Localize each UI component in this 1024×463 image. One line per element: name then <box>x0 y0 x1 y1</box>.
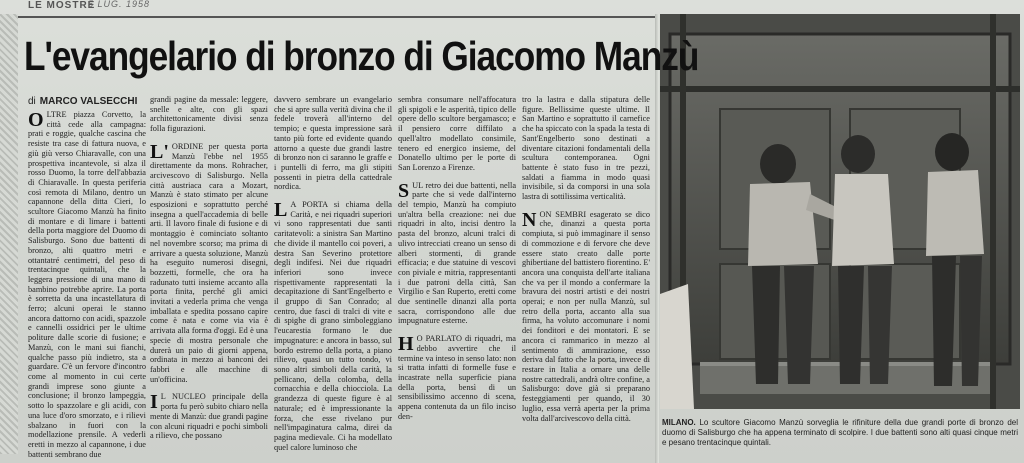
section-header <box>28 0 668 12</box>
col5-intro: tro la lastra e dalla stipatura delle figure. Bellissime queste ultime. Il San Martino e soprattutto il carnefice che ha spiccato con la spada la testa di Sant'Engelberto sono destinati a diventare citazioni fondamentali della scultura contemporanea. Ogni battente è stato fuso in tre pezzi, saldati a fiamma in modo quasi invisibile, sì da comporsi in una sola lastra di sottilissima verticalità. <box>522 95 650 202</box>
col4-parlato: O PARLATO di riquadri, ma debbo avvertire che il termine va inteso in senso lato: non si tratta infatti di formelle fuse e incastrate nella superficie piana della porta, bensì di un sensibilissimo accenno di scena, appena contenuta da un filo inciso den- <box>398 334 516 421</box>
article-column-4 <box>398 95 516 452</box>
margin-hatch <box>0 14 18 454</box>
byline-prefix: di <box>28 96 36 107</box>
col2-nucleo: L NUCLEO principale della porta fu però subito chiaro nella mente di Manzù: due grandi pagine con alcuni riquadri e pochi simboli a rilievo, che possano <box>150 392 268 441</box>
dropcap-la: L <box>274 199 288 222</box>
dropcap-s: S <box>398 179 410 202</box>
photo-workshop <box>660 14 1020 409</box>
col2-intro: grandi pagine da messale: leggere, snelle e alte, con gli spazi architettonicamente divisi senza folla figurazioni. <box>150 95 268 134</box>
col4-body: UL retro dei due battenti, nella parte che si vede dall'interno del tempio, Manzù ha compiuto un'altra bella creazione: nei due riquadri in alto, incisi dentro la pasta del bronzo, alcuni tralci di ulivo intrecciati creano un senso di alberi stormenti, di grande efficacia; e due statuine di vescovi con piviale e mitria, rappresentanti i due patroni della città, San Virgilio e San Ruperto, eretti come due sentinelle dinanzi alla porta sacra, corrispondono alle due impugnature esterne. <box>398 180 516 326</box>
article-column-5 <box>522 95 650 452</box>
caption-place: MILANO. <box>662 418 696 427</box>
col4-intro: sembra consumare nell'affocatura gli spigoli e le asperità, tipico delle opere dello scultore bergamasco; e il pensiero corre diffilato a quell'altro modellato consimile, tenero ed energico insieme, del Donatello ultimo per le porte di San Lorenzo a Firenze. <box>398 95 516 172</box>
col2-body: ORDINE per questa porta Manzù l'ebbe nel 1955 direttamente da mons. Rohracher, arcivescovo di Salisburgo. Nella città austriaca cara a Mozart, Manzù è stato stimato per alcune esposizioni e soprattutto perché insegna a quell'accademia di belle arti. Il lavoro finale di fusione e di montaggio è cominciato soltanto nel novembre scorso; ma prima di arrivare a questa soluzione, Manzù ha eseguito numerosi disegni, bozzetti, formelle, che ora ha radunato tutti insieme accanto alla porta finita, perché gli amici invitati a vederla prima che venga imballata e spedita possano capire come è nata e come via via è arrivata alla forma d'oggi. Ed è una specie di mostra personale che durerà un paio di giorni appena, ordinata in mezzo ai banconi dei fabbri e alle macchine di un'officina. <box>150 141 268 384</box>
col3-body: A PORTA si chiama della Carità, e nei riquadri superiori vi sono rappresentati due santi caritatevoli: a sinistra San Martino che divide il mantello coi poveri, a destra San Severino protettore degli indifesi. Nei due riquadri inferiori sono invece rispettivamente rappresentati la decapitazione di Sant'Engelberto e il gruppo di San Conrado; al centro, due fasci di tralci di vite e di spighe di grano simboleggiano l'eucarestia formano le due impugnature: e ancora in basso, sul bordo estremo della porta, a piano rilievo, quasi un tutto tondo, vi sono altri simboli della carità, la pellicano, della colomba, della cornacchia e della chiocciola. La grandezza di queste figure è al naturale; ed è impressionante la forza, che esse rivelano pur nell'impaginatura calma, direi da pagina medievale. Ci ha modellato quel calore luminoso che <box>274 200 392 452</box>
photo-illustration <box>660 14 1020 409</box>
dropcap-i: I <box>150 391 158 414</box>
col1-text: LTRE piazza Corvetto, la città cede alla campagna: prati e roggie, qualche cascina che resiste tra case di fattura nuova, e giù giù verso Chiaravalle, con una prospettiva incantevole, si alza il rosso Duomo, la torre dell'abbazia di Chiaravalle. In questa periferia così remota di Milano, dentro un capannone della ditta Cieri, lo scultore Giacomo Manzù ha finito di montare e di limare i battenti della porta maggiore del Duomo di Salisburgo. Sono due battenti di bronzo, alti quattro metri e ottantatré centimetri, del peso di trentacinque quintali, che la leggera pressione di una mano di bambino potrebbe aprire. La porta è sorretta da una incastellatura di ferro; alcuni operai le stanno ancora dattorno con acidi, spazzole e cannelli ossidrici per le ultime politure dalle scorie di fusione; e Manzù, con le mani sui fianchi, qualche passo più indietro, sta a guardare. C'è un fervore d'incontro come al momento in cui certe grandi imprese sono giunte a conclusione; il bronzo lampeggia, sotto lo spazzolare e gli acidi, con una luce d'oro smorzato, e i rilievi sbalzano in fuori con la modellazione prensile. A vederli eretti in mezzo al capannone, i due battenti sembrano due <box>28 110 146 459</box>
top-rule <box>18 16 658 18</box>
dropcap-o: O <box>28 109 44 131</box>
photo-caption <box>662 418 1018 462</box>
article-column-1 <box>28 109 146 459</box>
dropcap-h: H <box>398 333 414 356</box>
article-column-2 <box>150 95 268 452</box>
author-name: MARCO VALSECCHI <box>39 96 138 107</box>
article-title: L'evangelario di bronzo di Giacomo Manzù <box>24 33 699 79</box>
caption-text: Lo scultore Giacomo Manzù sorveglia le rifiniture della due grandi porte di bronzo del duomo di Salisburgo che ha appena terminato di scolpire. I due battenti sono alti quasi cinque metri e pesano trentacinque quintali. <box>662 418 1018 447</box>
section-label: LE MOSTRE <box>28 0 96 11</box>
article-column-3 <box>274 95 392 452</box>
dropcap-n: N <box>522 208 537 231</box>
col3-intro: davvero sembrare un evangelario che si apre sulla verità divina che il fedele troverà all'interno del tempio; e questa impressione sarà tanto più forte ed evidente quando attorno a queste due grandi lastre di bronzo non ci saranno le graffe e i puntelli di ferro, ma gli stipiti possenti in pietra della cattedrale nordica. <box>274 95 392 192</box>
col5-body: ON SEMBRI esagerato se dico che, dinanzi a questa porta compiuta, si può immaginare il senso di commozione e di fervore che deve essere stato creato dalle porte ghibertiane del battistero fiorentino. E' ancora una conquista dell'arte italiana che va per il mondo a confermare la bravura dei nostri artisti e dei nostri operai; e non per nulla Manzù, sul retro della porta, accanto alla sua firma, ha voluto accomunare i nomi dei fonditori e dei montatori. E se ancora ci rammarico in mezzo al sentimento di ammirazione, esso deriva dal fatto che la porta, invece di restare in Italia a ornare una delle nostre cattedrali, andrà oltre confine, a Salisburgo: dove già si preparano festeggiamenti per quando, il 30 luglio, essa verrà aperta per la prima volta dall'arcivescovo della città. <box>522 209 650 423</box>
dropcap-l: L' <box>150 140 169 163</box>
date-stamp: 5 LUG. 1958 <box>88 0 151 9</box>
